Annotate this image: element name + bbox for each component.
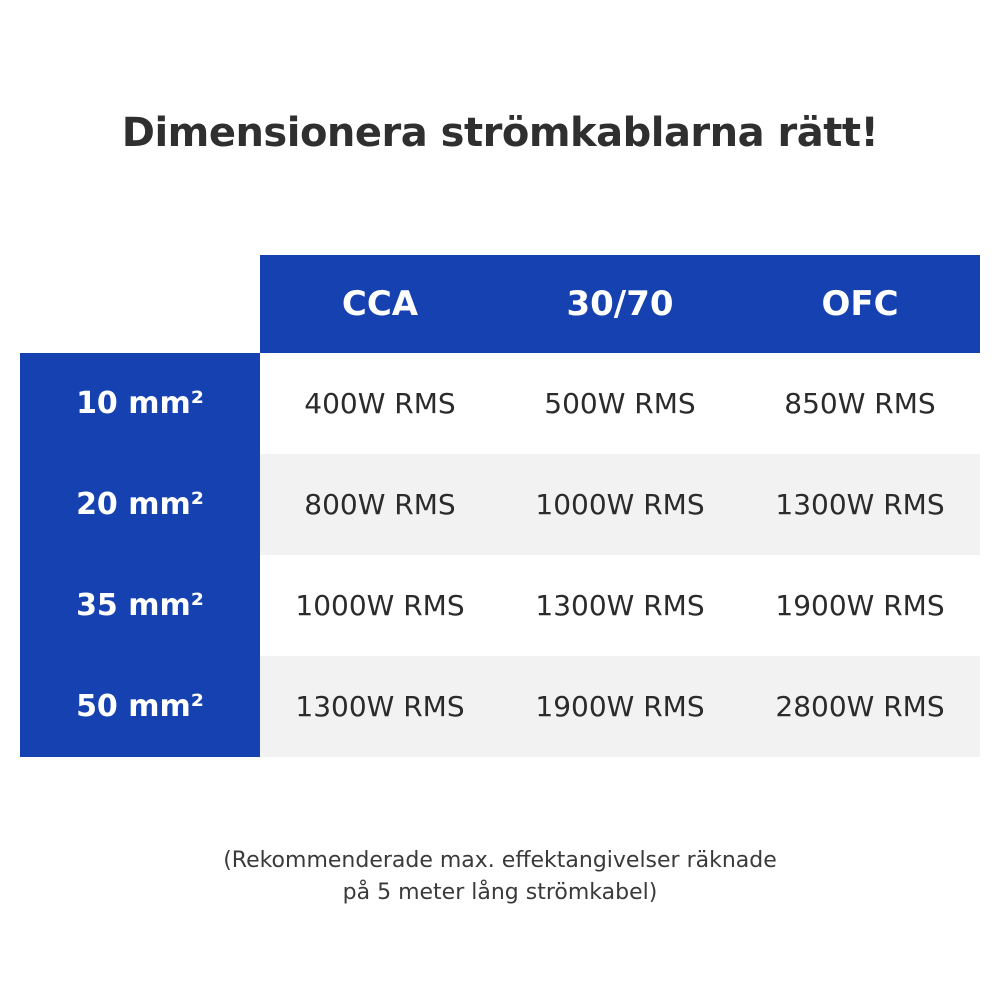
cell-20mm-ofc: 1300W RMS <box>740 454 980 555</box>
footnote <box>0 845 1000 909</box>
table-row <box>20 656 980 757</box>
table-header <box>20 255 980 353</box>
cell-20mm-3070: 1000W RMS <box>500 454 740 555</box>
cell-50mm-3070: 1900W RMS <box>500 656 740 757</box>
row-header-20mm: 20 mm² <box>20 454 260 555</box>
row-header-50mm: 50 mm² <box>20 656 260 757</box>
table-corner-cell <box>20 255 260 353</box>
row-header-10mm: 10 mm² <box>20 353 260 454</box>
page-title: Dimensionera strömkablarna rätt! <box>121 110 879 156</box>
cell-10mm-ofc: 850W RMS <box>740 353 980 454</box>
cell-35mm-3070: 1300W RMS <box>500 555 740 656</box>
table-row <box>20 454 980 555</box>
table-header-row <box>20 255 980 353</box>
footnote-line-2: på 5 meter lång strömkabel) <box>342 879 658 905</box>
row-header-35mm: 35 mm² <box>20 555 260 656</box>
cell-35mm-ofc: 1900W RMS <box>740 555 980 656</box>
cell-35mm-cca: 1000W RMS <box>260 555 500 656</box>
table-body <box>20 353 980 757</box>
cable-spec-table-container <box>20 255 980 757</box>
column-header-cca: CCA <box>260 255 500 353</box>
table-row <box>20 353 980 454</box>
cell-50mm-cca: 1300W RMS <box>260 656 500 757</box>
footnote-line-1: (Rekommenderade max. effektangivelser räknade <box>223 848 777 873</box>
column-header-ofc: OFC <box>740 255 980 353</box>
cell-10mm-cca: 400W RMS <box>260 353 500 454</box>
column-header-3070: 30/70 <box>500 255 740 353</box>
cell-50mm-ofc: 2800W RMS <box>740 656 980 757</box>
table-row <box>20 555 980 656</box>
cell-20mm-cca: 800W RMS <box>260 454 500 555</box>
cable-spec-table <box>20 255 980 757</box>
cell-10mm-3070: 500W RMS <box>500 353 740 454</box>
